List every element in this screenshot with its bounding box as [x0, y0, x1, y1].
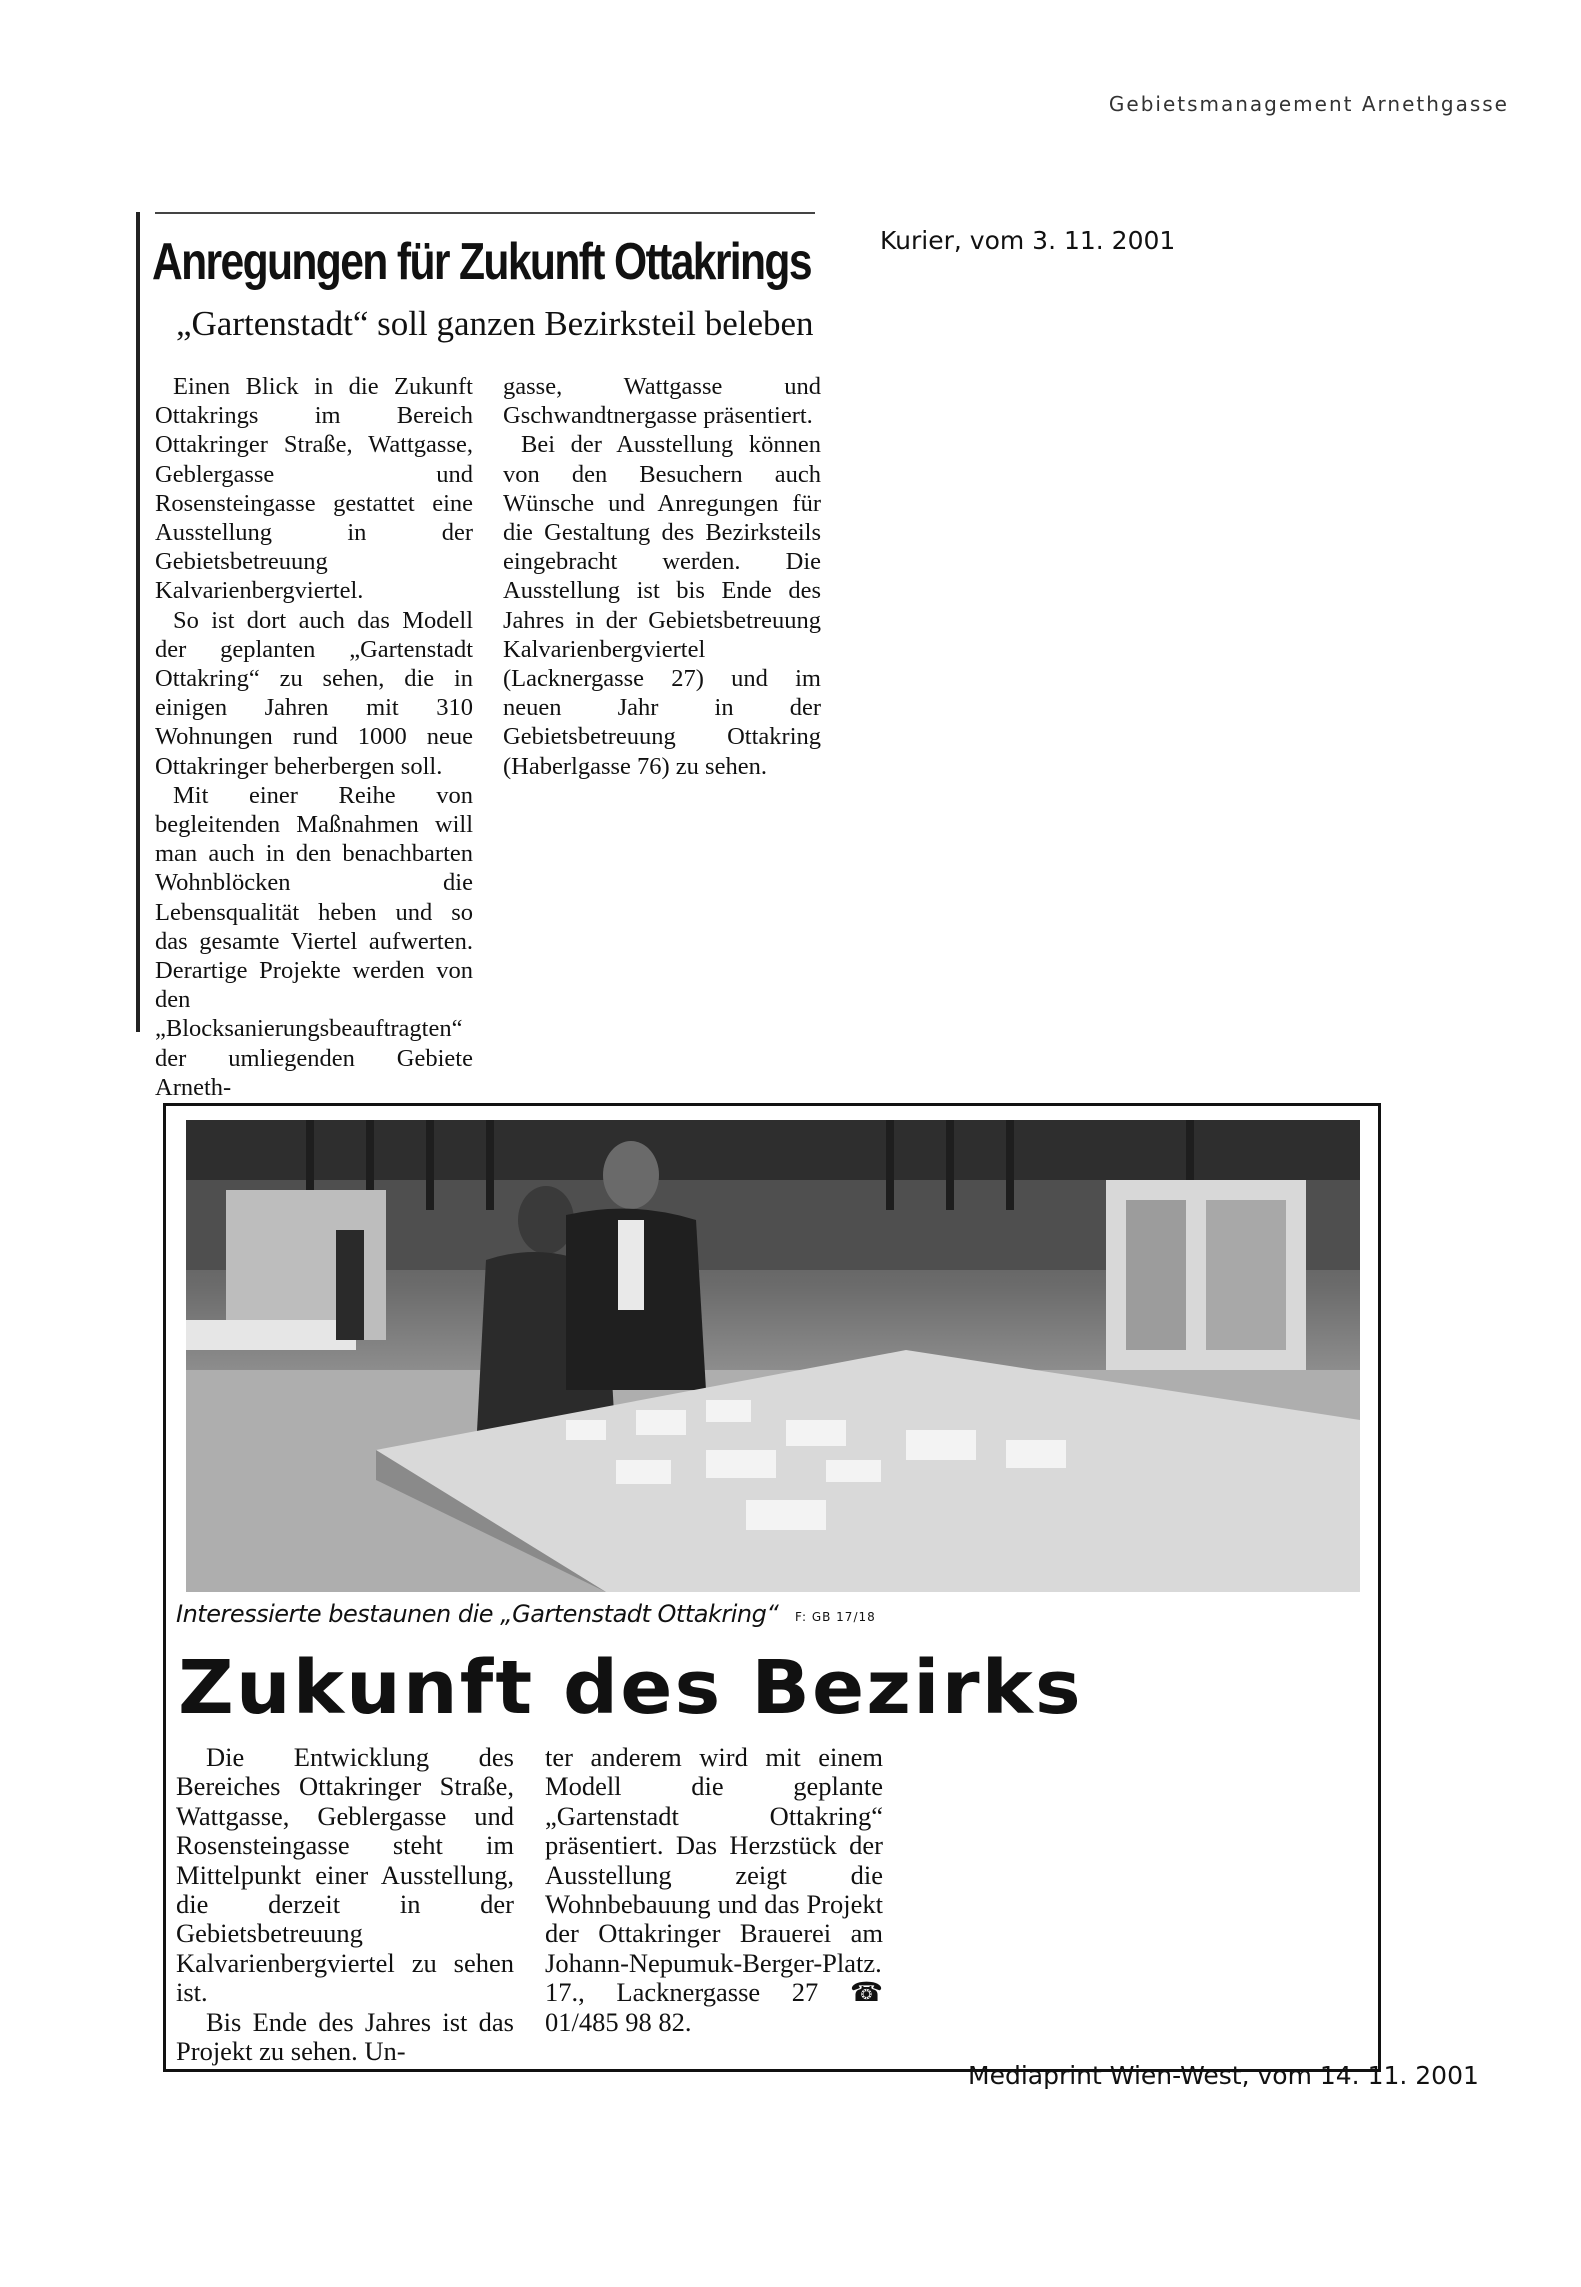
article1-headline: Anregungen für Zukunft Ottakrings	[152, 233, 811, 291]
article2-source: Mediaprint Wien-West, vom 14. 11. 2001	[968, 2061, 1479, 2090]
article1-col1-paragraph: Einen Blick in die Zukunft Ottakrings im Bereich Ottakringer Straße, Wattgasse, Geblergasse und Rosensteingasse gestattet eine Ausstellung in der Gebietsbetreuung Kalvarienbergviertel.	[155, 373, 473, 605]
article2-column-2	[545, 1743, 883, 2037]
article1-col1-paragraph: Mit einer Reihe von begleitenden Maßnahmen will man auch in den benachbarten Wohnblöcken die Lebensqualität heben und so das gesamte Viertel aufwerten. Derartige Projekte werden von den „Blocksanierungsbeauftragten“ der umliegenden Gebiete Arneth-	[155, 781, 473, 1101]
article2-column-1	[176, 1743, 514, 2066]
article1-top-rule	[155, 212, 815, 214]
article1-col2-paragraph: Bei der Ausstellung können von den Besuchern auch Wünsche und Anregungen für die Gestaltung des Bezirksteils eingebracht werden. Die Ausstellung ist bis Ende des Jahres in der Gebietsbetreuung Kalvarienbergviertel (Lacknergasse 27) und im neuen Jahr in der Gebietsbetreuung Ottakring (Haberlgasse 76) zu sehen.	[503, 431, 821, 780]
exhibition-photo	[186, 1120, 1360, 1592]
article2-col2-paragraph: ter anderem wird mit einem Modell die geplante „Gartenstadt Ottakring“ präsentiert. Das Herzstück der Ausstellung zeigt die Wohnbebauung und das Projekt der Ottakringer Brauerei am Johann-Nepumuk-Berger-Platz. 17., Lacknergasse 27 ☎ 01/485 98 82.	[545, 1742, 883, 2037]
photo-caption: Interessierte bestaunen die „Gartenstadt Ottakring“	[176, 1600, 779, 1628]
article1-source: Kurier, vom 3. 11. 2001	[880, 226, 1176, 255]
article2-col1-paragraph: Die Entwicklung des Bereiches Ottakringer Straße, Wattgasse, Geblergasse und Rosensteingasse steht im Mittelpunkt einer Ausstellung, die derzeit in der Gebietsbetreuung Kalvarienbergviertel zu sehen ist.	[176, 1742, 514, 2008]
article1-col2-paragraph: gasse, Wattgasse und Gschwandtnergasse präsentiert.	[503, 373, 821, 430]
photo-credit: F: GB 17/18	[795, 1610, 876, 1624]
article1-col1-paragraph: So ist dort auch das Modell der geplanten „Gartenstadt Ottakring“ zu sehen, die in einigen Jahren mit 310 Wohnungen rund 1000 neue Ottakringer beherbergen soll.	[155, 606, 473, 780]
article1-column-2	[503, 372, 821, 781]
article1-left-rule	[136, 212, 140, 1032]
article2-col1-paragraph: Bis Ende des Jahres ist das Projekt zu sehen. Un-	[176, 2006, 514, 2067]
exhibition-photo-drawing	[186, 1120, 1360, 1592]
article1-column-1	[155, 372, 473, 1102]
article1-subhead: „Gartenstadt“ soll ganzen Bezirksteil beleben	[176, 304, 814, 343]
page-header: Gebietsmanagement Arnethgasse	[1108, 92, 1509, 116]
article2-headline: Zukunft des Bezirks	[178, 1645, 1083, 1731]
